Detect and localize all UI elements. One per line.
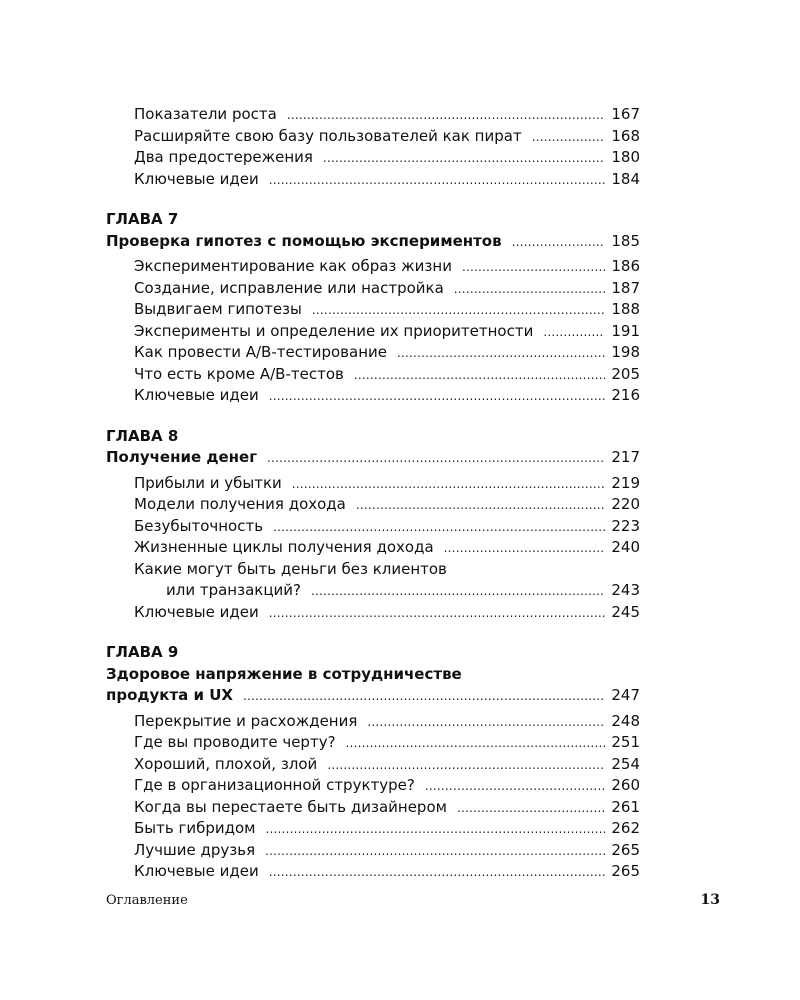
toc-entry[interactable]: [106, 147, 640, 169]
toc-entry-page: 262: [611, 819, 640, 837]
dot-leader: [356, 494, 605, 517]
table-of-contents: [106, 104, 640, 883]
dot-leader: [243, 685, 605, 708]
dot-leader: [532, 126, 606, 149]
toc-entry-page: 198: [611, 343, 640, 361]
toc-entry-title: Быть гибридом: [134, 819, 256, 837]
chapter-title-line2: продукта и UX: [106, 686, 233, 704]
dot-leader: [444, 537, 606, 560]
toc-entry[interactable]: [106, 732, 640, 754]
toc-entry[interactable]: [106, 256, 640, 278]
toc-entry-title: Безубыточность: [134, 516, 264, 535]
dot-leader: [292, 473, 606, 496]
toc-entry-title: Перекрытие и расхождения: [134, 711, 358, 730]
dot-leader: [354, 364, 606, 387]
toc-entry-title: Показатели роста: [134, 105, 277, 123]
toc-entry-title: Создание, исправление или настройка: [134, 278, 444, 297]
dot-leader: [269, 861, 606, 884]
toc-entry-page: 205: [611, 364, 640, 383]
toc-entry-title: Расширяйте свою базу пользователей как пират: [134, 126, 522, 145]
toc-entry-page: 180: [611, 148, 640, 166]
chapter-7-heading[interactable]: [106, 231, 640, 253]
toc-entry-page: 265: [611, 840, 640, 859]
dot-leader: [269, 602, 606, 625]
toc-entry-page: 187: [611, 278, 640, 297]
toc-entry-page: 216: [611, 386, 640, 404]
dot-leader: [269, 169, 606, 192]
dot-leader: [457, 797, 605, 820]
toc-entry[interactable]: [106, 711, 640, 733]
toc-entry-page: 223: [611, 516, 640, 535]
toc-entry-title: Где вы проводите черту?: [134, 733, 336, 751]
toc-entry-title: Ключевые идеи: [134, 386, 259, 404]
toc-entry-page: 245: [611, 602, 640, 621]
toc-entry[interactable]: [106, 385, 640, 407]
toc-entry-page: 243: [611, 581, 640, 599]
toc-entry-title-line2: или транзакций?: [166, 581, 302, 599]
toc-entry-title: Выдвигаем гипотезы: [134, 300, 302, 318]
dot-leader: [543, 321, 605, 344]
toc-entry-page: 220: [611, 495, 640, 513]
dot-leader: [462, 256, 605, 279]
dot-leader: [512, 231, 606, 254]
toc-entry[interactable]: [106, 602, 640, 624]
toc-entry-title-line1[interactable]: Какие могут быть деньги без клиентов: [134, 559, 447, 578]
dot-leader: [367, 711, 605, 734]
spacer: [106, 190, 640, 209]
toc-entry-title: Модели получения дохода: [134, 495, 346, 513]
chapter-title: Получение денег: [106, 448, 258, 466]
page-number: 13: [700, 892, 720, 908]
toc-entry-title: Два предостережения: [134, 148, 313, 166]
toc-entry-title: Ключевые идеи: [134, 602, 259, 621]
toc-entry-title: Ключевые идеи: [134, 862, 259, 880]
toc-entry-page: 219: [611, 473, 640, 492]
chapter-9-label: ГЛАВА 9: [106, 643, 179, 661]
dot-leader: [265, 840, 605, 863]
toc-entry-title: Где в организационной структуре?: [134, 776, 415, 794]
toc-entry-title: Что есть кроме A/B-тестов: [134, 364, 344, 383]
dot-leader: [287, 104, 606, 127]
toc-entry-title: Жизненные циклы получения дохода: [134, 538, 434, 556]
toc-entry-page: 254: [611, 754, 640, 773]
toc-entry-title: Экспериментирование как образ жизни: [134, 257, 452, 275]
toc-entry-page: 188: [611, 300, 640, 318]
running-footer-section: Оглавление: [106, 893, 188, 908]
toc-entry[interactable]: [106, 342, 640, 364]
spacer: [106, 407, 640, 426]
chapter-8-heading[interactable]: [106, 447, 640, 469]
chapter-page: 247: [611, 686, 640, 704]
toc-entry-page: 184: [611, 169, 640, 188]
dot-leader: [273, 516, 605, 539]
toc-entry[interactable]: [106, 516, 640, 538]
chapter-8-label: ГЛАВА 8: [106, 426, 179, 445]
dot-leader: [323, 147, 605, 170]
dot-leader: [269, 385, 606, 408]
toc-entry-page: 240: [611, 538, 640, 556]
chapter-title: Проверка гипотез с помощью экспериментов: [106, 231, 502, 250]
toc-entry[interactable]: [106, 494, 640, 516]
toc-entry-title: Как провести A/B-тестирование: [134, 343, 387, 361]
toc-entry-page: 251: [611, 733, 640, 751]
toc-entry[interactable]: [106, 126, 640, 148]
chapter-title-line1[interactable]: Здоровое напряжение в сотрудничестве: [106, 664, 462, 683]
toc-entry-page: 167: [611, 105, 640, 123]
toc-entry-title: Ключевые идеи: [134, 169, 259, 188]
toc-entry-title: Хороший, плохой, злой: [134, 754, 318, 773]
toc-entry-page: 168: [611, 126, 640, 145]
toc-entry[interactable]: [106, 104, 640, 126]
dot-leader: [267, 447, 605, 470]
toc-entry[interactable]: [106, 775, 640, 797]
toc-entry-title: Прибыли и убытки: [134, 473, 282, 492]
toc-entry-page: 248: [611, 711, 640, 730]
toc-entry-page: 260: [611, 776, 640, 794]
toc-entry[interactable]: [106, 840, 640, 862]
toc-entry-page: 261: [611, 797, 640, 816]
toc-entry-title: Эксперименты и определение их приоритетности: [134, 321, 534, 340]
toc-entry[interactable]: [106, 278, 640, 300]
dot-leader: [397, 342, 605, 365]
toc-entry[interactable]: [106, 797, 640, 819]
chapter-page: 217: [611, 448, 640, 466]
toc-entry[interactable]: [106, 299, 640, 321]
toc-entry-title: Лучшие друзья: [134, 840, 256, 859]
toc-entry-page: 186: [611, 257, 640, 275]
toc-entry-page: 265: [611, 862, 640, 880]
toc-entry[interactable]: [106, 321, 640, 343]
chapter-page: 185: [611, 231, 640, 250]
toc-entry[interactable]: [106, 364, 640, 386]
dot-leader: [327, 754, 605, 777]
dot-leader: [454, 278, 606, 301]
toc-entry[interactable]: [106, 473, 640, 495]
dot-leader: [266, 818, 606, 841]
toc-entry[interactable]: [106, 861, 640, 883]
toc-entry[interactable]: [106, 537, 640, 559]
toc-entry[interactable]: [106, 580, 640, 602]
chapter-7-label: ГЛАВА 7: [106, 210, 179, 228]
toc-entry[interactable]: [106, 754, 640, 776]
toc-entry-title: Когда вы перестаете быть дизайнером: [134, 797, 447, 816]
dot-leader: [346, 732, 606, 755]
dot-leader: [311, 580, 605, 603]
toc-entry[interactable]: [106, 818, 640, 840]
dot-leader: [425, 775, 606, 798]
toc-entry[interactable]: [106, 169, 640, 191]
chapter-9-heading[interactable]: [106, 685, 640, 707]
dot-leader: [312, 299, 605, 322]
toc-entry-page: 191: [611, 321, 640, 340]
spacer: [106, 623, 640, 642]
